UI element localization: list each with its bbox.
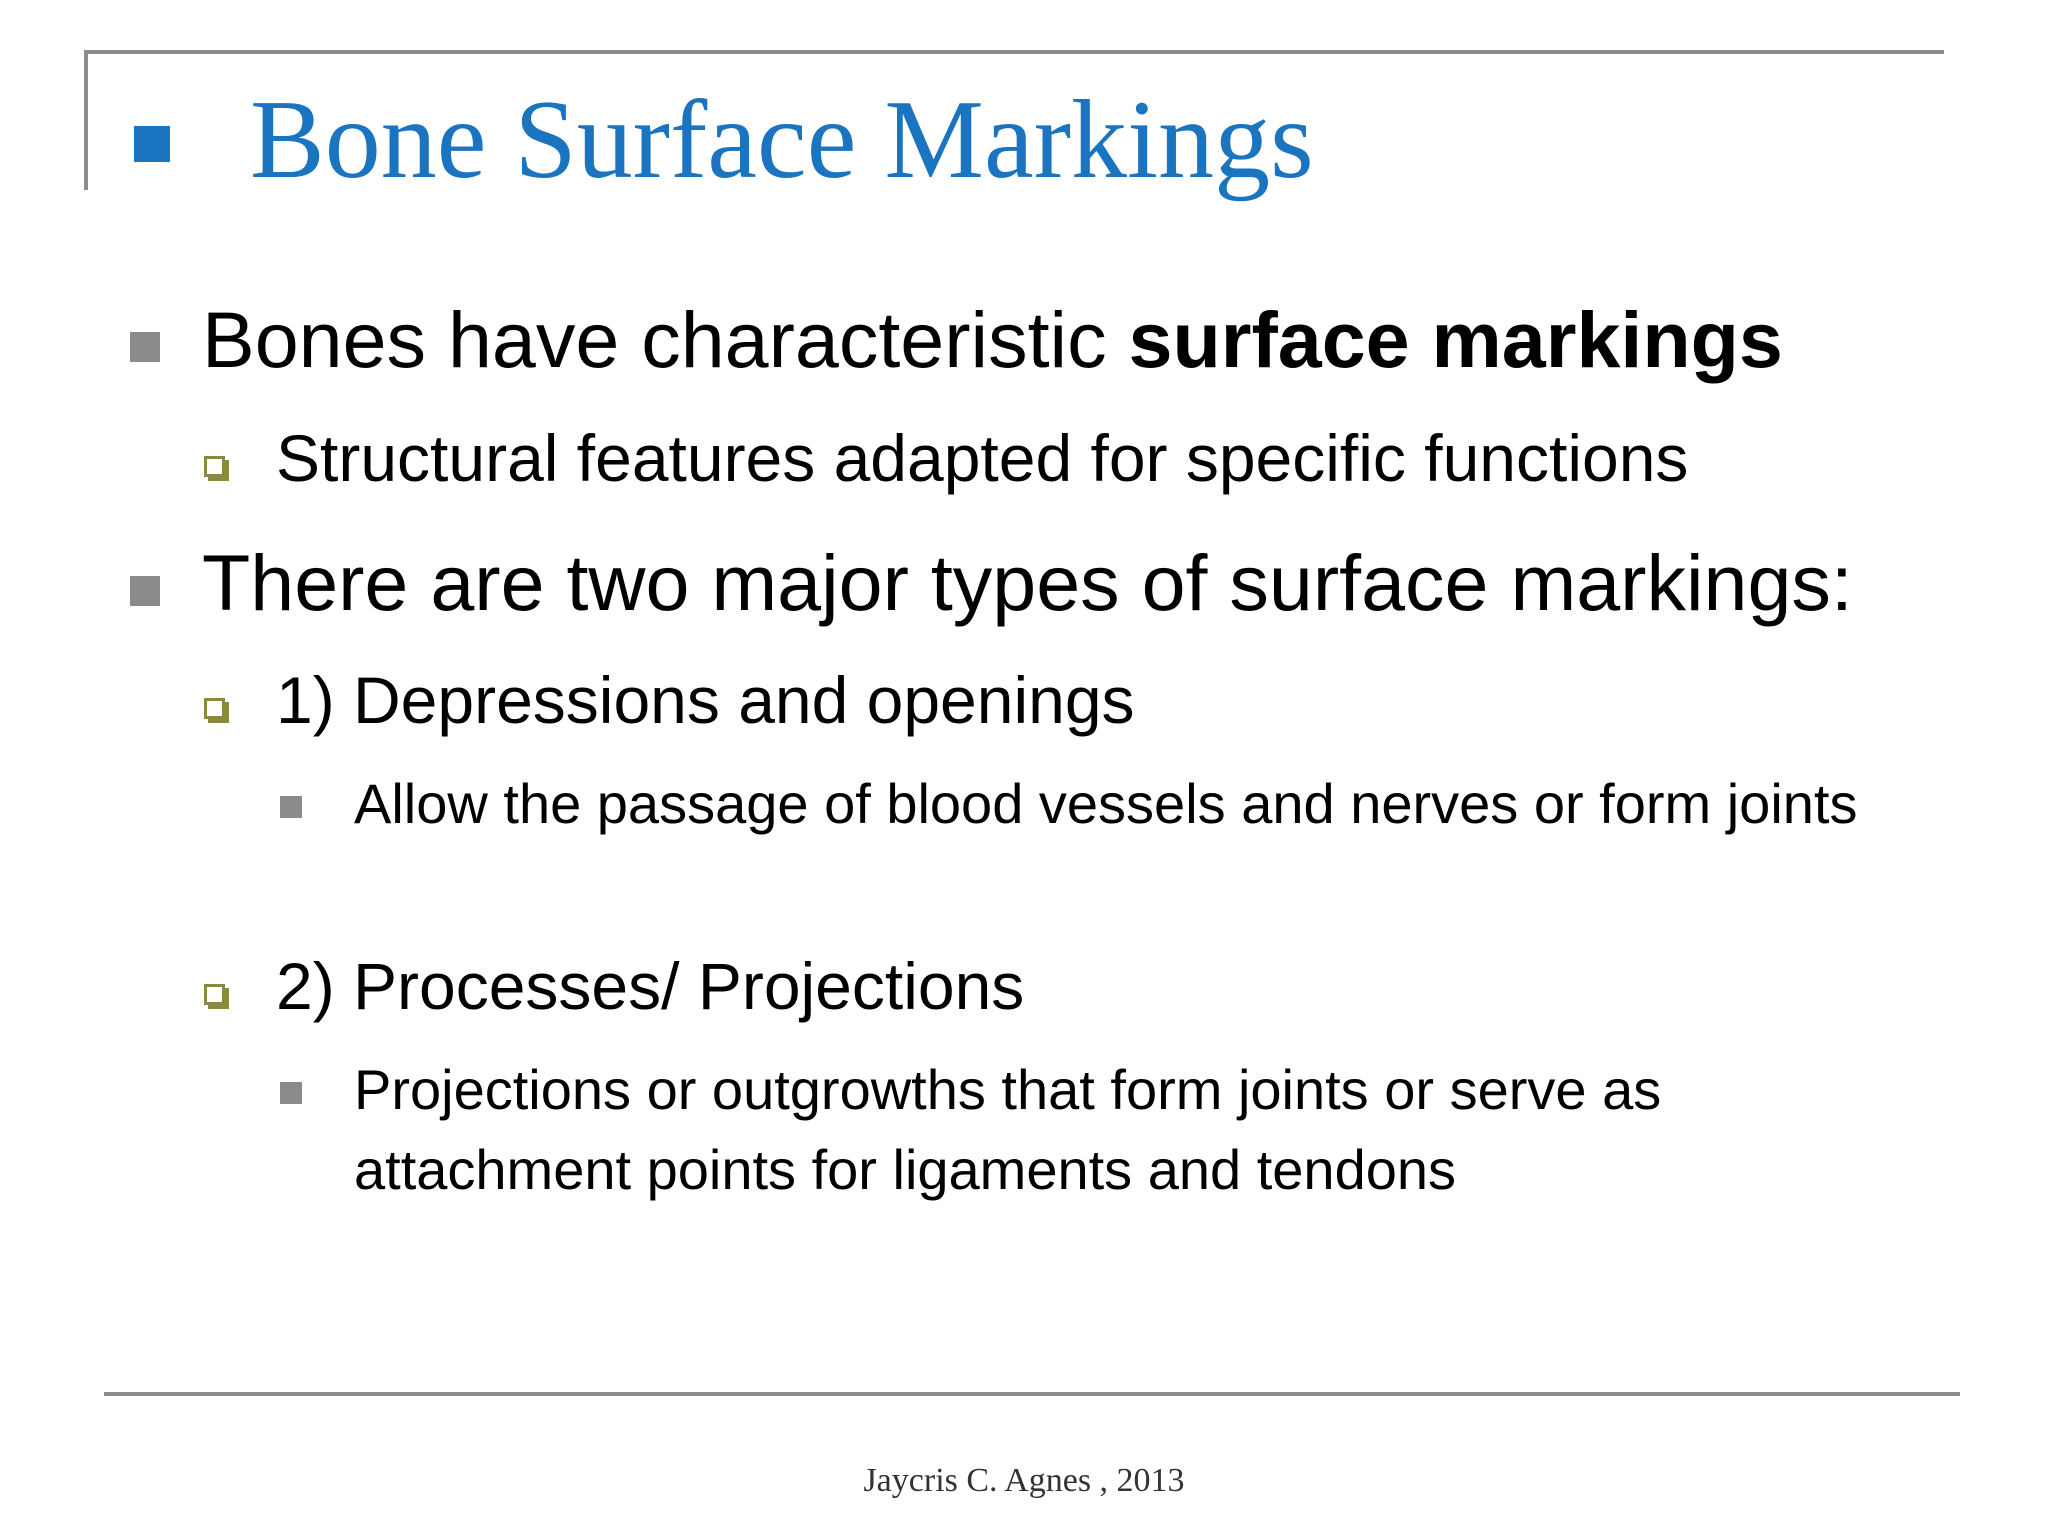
sub-bullet-hollow-square-icon xyxy=(204,984,225,1005)
sub-bullet-text-1-1: Structural features adapted for specific functions xyxy=(276,421,1689,495)
footer-author: Jaycris C. Agnes , 2013 xyxy=(863,1462,1185,1499)
bottom-divider xyxy=(104,1392,1960,1396)
bullet-text-2: There are two major types of surface markings: xyxy=(202,538,1853,627)
sub-sub-bullet-square-icon xyxy=(280,1082,302,1104)
bullet-text-1-regular: Bones have characteristic xyxy=(202,295,1129,384)
bullet-text-1-bold: surface markings xyxy=(1128,295,1783,384)
bullet-text-1 xyxy=(202,297,1783,384)
slide-title: Bone Surface Markings xyxy=(250,78,1314,202)
sub-sub-bullet-text-2-1-1: Allow the passage of blood vessels and nerves or form joints xyxy=(354,772,1858,835)
sub-bullet-text-2-1: 1) Depressions and openings xyxy=(276,663,1135,737)
sub-bullet-text-2-2: 2) Processes/ Projections xyxy=(276,949,1025,1023)
sub-bullet-hollow-square-icon xyxy=(204,698,225,719)
title-bullet-icon xyxy=(134,126,170,162)
sub-sub-bullet-text-2-2-1: Projections or outgrowths that form joints or serve as attachment points for ligaments and tendons xyxy=(354,1058,1662,1201)
sub-bullet-hollow-square-icon xyxy=(204,456,225,477)
bullet-square-icon xyxy=(130,576,160,606)
bullet-square-icon xyxy=(130,332,160,362)
sub-sub-bullet-square-icon xyxy=(280,796,302,818)
left-divider xyxy=(84,50,88,190)
top-divider xyxy=(84,50,1944,54)
